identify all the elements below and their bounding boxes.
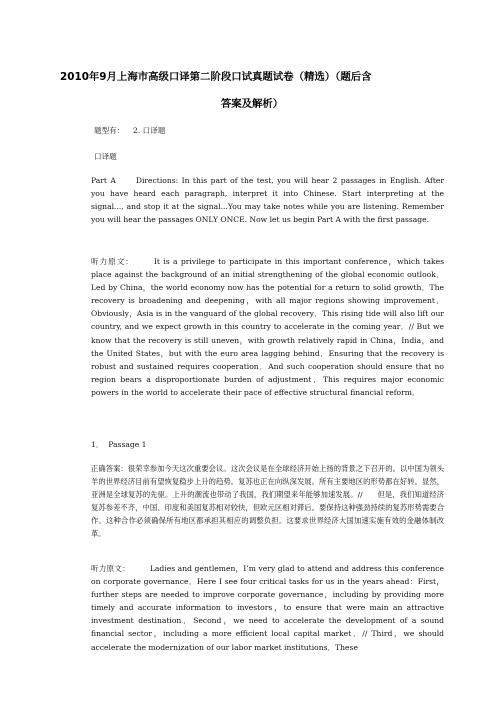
question-type-value: 2. 口译题 bbox=[133, 126, 166, 135]
item-1-title: Passage 1 bbox=[108, 440, 147, 449]
passage-1-original bbox=[91, 255, 444, 399]
item-1-heading bbox=[91, 438, 444, 451]
passage-1-label: 听力原文： bbox=[91, 257, 134, 266]
question-type-label: 题型有： bbox=[94, 126, 125, 135]
passage-1-text: It is a privilege to participate in this important conference，which takes place against the background of an initial strengthening of the global economic outlook．Led by China，the world economy now has the potential for a return to solid growth．The recovery is broadening and deepening，with all major regions showing improvement．Obviously，Asia is in the vanguard of the global recovery．This rising tide will also lift our country, and we expect growth in this country to accelerate in the coming year．// But we know that the recovery is still uneven，with growth relatively rapid in China，India，and the United States，but with the euro area lagging behind．Ensuring that the recovery is robust and sustained requires cooperation．And such cooperation should ensure that no region bears a disproportionate burden of adjustment．This requires major economic powers in the world to accelerate their pace of effective structural financial reform． bbox=[91, 257, 444, 397]
passage-2-text: Ladies and gentlemen，I’m very glad to attend and address this conference on corporate governance．Here I see four critical tasks for us in the years ahead：First，further steps are needed to improve corporate governance，including by providing more timely and accurate information to investors，to ensure that were main an attractive investment destination．Second，we need to accelerate the development of a sound financial sector，including a more efficient local capital market．// Third，we should accelerate the modernization of our labor market institutions．These bbox=[91, 564, 444, 652]
document-title bbox=[60, 64, 444, 118]
section-heading: 口译题 bbox=[94, 152, 117, 161]
answer-1-paragraph bbox=[91, 462, 444, 541]
answer-1-text: 正确答案：很荣幸参加今天这次重要会议。这次会议是在全球经济开始上扬的背景之下召开的。以中国为领头羊的世界经济目前有望恢复稳步上升的趋势。复苏也正在向纵深发展。所有主要地区的形势都在好转。显然，亚洲是全球复苏的先驱。上升的潮流也带动了我国，我们期望来年能够加速发展。// 但是，我们知道经济复苏参差不齐，中国、印度和美国复苏相对较快，但欧元区相对滞后。要保持这种强劲持续的复苏形势需要合作。这种合作必须确保所有地区都承担其相应的调整负担。这要求世界经济大国加速实施有效的金融体制改革。 bbox=[91, 464, 444, 539]
part-a-directions: Directions: In this part of the test, you will hear 2 passages in English. After you have heard each paragraph, interpret it into Chinese. Start interpreting at the signal..., and stop it at the signal...You may take notes while you are listening. Remember you will hear the passages ONLY ONCE. Now let us begin Part A with the first passage. bbox=[91, 176, 444, 225]
passage-2-label: 听力原文： bbox=[91, 564, 130, 573]
passage-2-original bbox=[91, 562, 444, 654]
question-type-row bbox=[94, 125, 166, 136]
title-line-1: 2010年9月上海市高级口译第二阶段口试真题试卷（精选）（题后含 bbox=[60, 71, 372, 83]
part-a-label: Part A bbox=[91, 176, 116, 185]
item-1-number: 1． bbox=[91, 440, 104, 449]
part-a-directions-paragraph bbox=[91, 174, 444, 226]
title-line-2: 答案及解析） bbox=[220, 98, 284, 110]
